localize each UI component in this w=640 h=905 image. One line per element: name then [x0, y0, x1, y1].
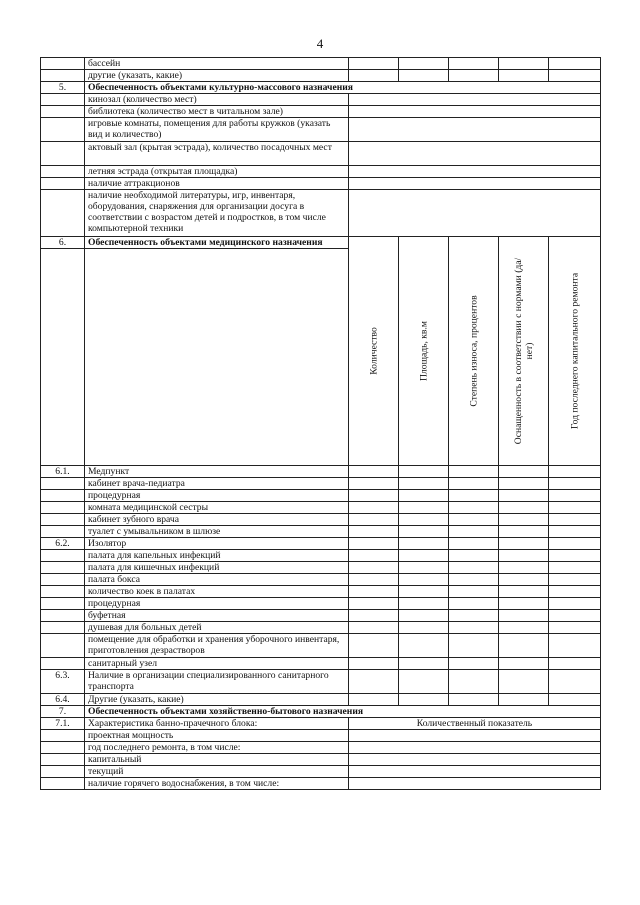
value-cell[interactable] [499, 490, 549, 502]
value-cell[interactable] [349, 118, 601, 142]
value-cell[interactable] [549, 526, 601, 538]
value-cell[interactable] [399, 574, 449, 586]
row-label: количество коек в палатах [85, 586, 349, 598]
row-number: 6.3. [41, 670, 85, 694]
section-number: 6. [41, 237, 85, 249]
value-cell[interactable] [349, 94, 601, 106]
row-label: проектная мощность [85, 730, 349, 742]
section-row [41, 706, 601, 718]
value-cell[interactable] [449, 550, 499, 562]
value-cell[interactable] [449, 622, 499, 634]
value-cell[interactable] [349, 694, 399, 706]
value-cell[interactable] [549, 550, 601, 562]
row-label: наличие необходимой литературы, игр, инвентаря, оборудования, снаряжения для организации досуга в соответствии с возрастом детей и подростков, в том числе компьютерной техники [85, 190, 349, 237]
table-row [41, 610, 601, 622]
row-label: кабинет врача-педиатра [85, 478, 349, 490]
value-cell[interactable] [449, 658, 499, 670]
row-label: Медпункт [85, 466, 349, 478]
value-cell[interactable] [549, 58, 601, 70]
row-label: другие (указать, какие) [85, 70, 349, 82]
value-cell[interactable] [349, 478, 399, 490]
row-label: комната медицинской сестры [85, 502, 349, 514]
row-label: игровые комнаты, помещения для работы кружков (указать вид и количество) [85, 118, 349, 142]
row-label: палата для кишечных инфекций [85, 562, 349, 574]
value-cell[interactable] [349, 178, 601, 190]
value-cell[interactable] [349, 742, 601, 754]
value-cell[interactable] [549, 502, 601, 514]
table-row [41, 742, 601, 754]
table-row [41, 622, 601, 634]
table-row [41, 586, 601, 598]
table-row [41, 106, 601, 118]
value-cell[interactable] [549, 670, 601, 694]
value-cell[interactable] [449, 490, 499, 502]
section-row [41, 237, 601, 249]
value-cell[interactable] [399, 610, 449, 622]
value-cell[interactable] [349, 190, 601, 237]
row-label: актовый зал (крытая эстрада), количество посадочных мест [85, 142, 349, 166]
value-cell[interactable] [349, 658, 399, 670]
row-label: помещение для обработки и хранения уборочного инвентаря, приготовления дезрастворов [85, 634, 349, 658]
value-cell[interactable] [549, 478, 601, 490]
value-cell[interactable] [499, 466, 549, 478]
value-cell[interactable] [399, 562, 449, 574]
table-row [41, 178, 601, 190]
value-cell[interactable] [549, 634, 601, 658]
value-cell[interactable] [449, 526, 499, 538]
table-row [41, 466, 601, 478]
value-cell[interactable] [499, 538, 549, 550]
value-cell[interactable] [549, 610, 601, 622]
value-cell[interactable] [349, 730, 601, 742]
table-row [41, 598, 601, 610]
value-cell[interactable] [399, 658, 449, 670]
row-label: Изолятор [85, 538, 349, 550]
table-row [41, 550, 601, 562]
value-cell[interactable] [449, 538, 499, 550]
page-number: 4 [316, 36, 324, 51]
value-cell[interactable] [399, 490, 449, 502]
row-label: санитарный узел [85, 658, 349, 670]
value-cell[interactable] [499, 622, 549, 634]
table-row [41, 70, 601, 82]
column-header-area: Площадь, кв.м [399, 237, 449, 466]
table-row [41, 634, 601, 658]
value-cell[interactable] [399, 550, 449, 562]
value-cell[interactable] [499, 550, 549, 562]
value-cell[interactable] [349, 622, 399, 634]
value-cell[interactable] [399, 58, 449, 70]
value-cell[interactable] [349, 754, 601, 766]
value-cell[interactable] [449, 610, 499, 622]
row-label: бассейн [85, 58, 349, 70]
table-row [41, 670, 601, 694]
value-cell[interactable] [549, 466, 601, 478]
table-row [41, 166, 601, 178]
row-number: 7.1. [41, 718, 85, 730]
table-row [41, 538, 601, 550]
table-row [41, 514, 601, 526]
row-label: капитальный [85, 754, 349, 766]
value-cell[interactable] [449, 634, 499, 658]
row-label: текущий [85, 766, 349, 778]
value-cell[interactable] [349, 766, 601, 778]
value-cell[interactable] [549, 562, 601, 574]
row-label: процедурная [85, 598, 349, 610]
table-row [41, 718, 601, 730]
value-cell[interactable] [449, 586, 499, 598]
value-cell[interactable] [349, 106, 601, 118]
table-row [41, 502, 601, 514]
table-row [41, 94, 601, 106]
value-cell[interactable] [449, 502, 499, 514]
table-row [41, 526, 601, 538]
value-cell[interactable] [399, 586, 449, 598]
table-row [41, 754, 601, 766]
value-cell[interactable] [549, 658, 601, 670]
table-row [41, 694, 601, 706]
value-cell[interactable] [349, 538, 399, 550]
row-label: библиотека (количество мест в читальном зале) [85, 106, 349, 118]
form-table [40, 57, 601, 790]
section-row [41, 82, 601, 94]
value-cell[interactable] [399, 694, 449, 706]
value-cell[interactable] [399, 598, 449, 610]
row-label: год последнего ремонта, в том числе: [85, 742, 349, 754]
value-cell[interactable] [349, 166, 601, 178]
table-row [41, 142, 601, 166]
value-cell[interactable] [449, 514, 499, 526]
value-cell[interactable] [349, 526, 399, 538]
value-cell[interactable] [499, 58, 549, 70]
table-row [41, 574, 601, 586]
value-cell[interactable] [349, 562, 399, 574]
value-cell[interactable] [349, 610, 399, 622]
value-cell[interactable] [449, 574, 499, 586]
value-cell[interactable] [549, 70, 601, 82]
row-number: 6.1. [41, 466, 85, 478]
row-number: 6.4. [41, 694, 85, 706]
value-cell[interactable] [349, 514, 399, 526]
value-cell[interactable] [499, 610, 549, 622]
value-cell[interactable] [349, 634, 399, 658]
value-cell[interactable] [549, 586, 601, 598]
value-cell[interactable] [399, 466, 449, 478]
value-cell[interactable] [349, 70, 399, 82]
value-cell[interactable] [549, 490, 601, 502]
value-cell[interactable] [549, 574, 601, 586]
value-cell[interactable] [399, 70, 449, 82]
table-row [41, 490, 601, 502]
value-cell[interactable] [399, 634, 449, 658]
row-label: наличие горячего водоснабжения, в том числе: [85, 778, 349, 790]
table-row [41, 478, 601, 490]
row-label: кабинет зубного врача [85, 514, 349, 526]
column-header-wear: Степень износа, процентов [449, 237, 499, 466]
value-cell[interactable] [549, 622, 601, 634]
table-row [41, 730, 601, 742]
value-cell[interactable] [399, 622, 449, 634]
section-title: Обеспеченность объектами хозяйственно-бытового назначения [85, 706, 601, 718]
section-title: Обеспеченность объектами медицинского назначения [85, 237, 349, 249]
value-cell[interactable] [349, 502, 399, 514]
row-label: палата для капельных инфекций [85, 550, 349, 562]
value-cell[interactable] [549, 598, 601, 610]
value-cell[interactable] [449, 478, 499, 490]
section-number: 7. [41, 706, 85, 718]
column-header-quantity: Количество [349, 237, 399, 466]
value-cell[interactable] [499, 598, 549, 610]
value-cell[interactable] [449, 562, 499, 574]
value-cell[interactable] [499, 514, 549, 526]
value-cell[interactable] [499, 670, 549, 694]
value-cell[interactable] [399, 478, 449, 490]
value-cell[interactable] [499, 574, 549, 586]
value-cell[interactable] [349, 58, 399, 70]
value-cell[interactable] [449, 58, 499, 70]
row-number [41, 70, 85, 82]
row-label: палата бокса [85, 574, 349, 586]
value-cell[interactable] [549, 514, 601, 526]
table-row [41, 562, 601, 574]
value-cell[interactable] [449, 598, 499, 610]
value-cell[interactable] [499, 658, 549, 670]
value-cell[interactable] [349, 490, 399, 502]
value-cell[interactable] [549, 694, 601, 706]
value-cell[interactable] [499, 694, 549, 706]
value-cell[interactable] [499, 634, 549, 658]
value-cell[interactable] [499, 502, 549, 514]
value-cell[interactable] [549, 538, 601, 550]
row-label: процедурная [85, 490, 349, 502]
row-label: буфетная [85, 610, 349, 622]
value-cell[interactable] [349, 142, 601, 166]
value-cell[interactable] [399, 526, 449, 538]
table-row [41, 778, 601, 790]
table-row [41, 118, 601, 142]
row-label: Другие (указать, какие) [85, 694, 349, 706]
value-cell[interactable] [399, 670, 449, 694]
row-label: кинозал (количество мест) [85, 94, 349, 106]
column-header-repair-year: Год последнего капитального ремонта [549, 237, 601, 466]
row-label: душевая для больных детей [85, 622, 349, 634]
row-label: наличие аттракционов [85, 178, 349, 190]
column-header-equipment: Оснащенность в соответствии с нормами (да/нет) [499, 237, 549, 466]
value-cell[interactable] [499, 586, 549, 598]
table-row [41, 766, 601, 778]
value-cell[interactable] [399, 502, 449, 514]
value-cell[interactable] [449, 70, 499, 82]
value-cell[interactable] [499, 526, 549, 538]
value-cell[interactable] [399, 538, 449, 550]
value-header: Количественный показатель [349, 718, 601, 730]
row-label: летняя эстрада (открытая площадка) [85, 166, 349, 178]
section-title: Обеспеченность объектами культурно-массового назначения [85, 82, 601, 94]
row-label: Характеристика банно-прачечного блока: [85, 718, 349, 730]
value-cell[interactable] [449, 694, 499, 706]
table-row [41, 190, 601, 237]
value-cell[interactable] [349, 550, 399, 562]
table-row [41, 58, 601, 70]
value-cell[interactable] [399, 514, 449, 526]
value-cell[interactable] [349, 574, 399, 586]
value-cell[interactable] [499, 478, 549, 490]
value-cell[interactable] [499, 562, 549, 574]
section-number: 5. [41, 82, 85, 94]
row-label: туалет с умывальником в шлюзе [85, 526, 349, 538]
value-cell[interactable] [349, 586, 399, 598]
value-cell[interactable] [349, 466, 399, 478]
row-number [41, 58, 85, 70]
value-cell[interactable] [499, 70, 549, 82]
value-cell[interactable] [349, 598, 399, 610]
row-label: Наличие в организации специализированного санитарного транспорта [85, 670, 349, 694]
row-number: 6.2. [41, 538, 85, 550]
table-row [41, 658, 601, 670]
value-cell[interactable] [449, 466, 499, 478]
value-cell[interactable] [349, 670, 399, 694]
value-cell[interactable] [349, 778, 601, 790]
value-cell[interactable] [449, 670, 499, 694]
